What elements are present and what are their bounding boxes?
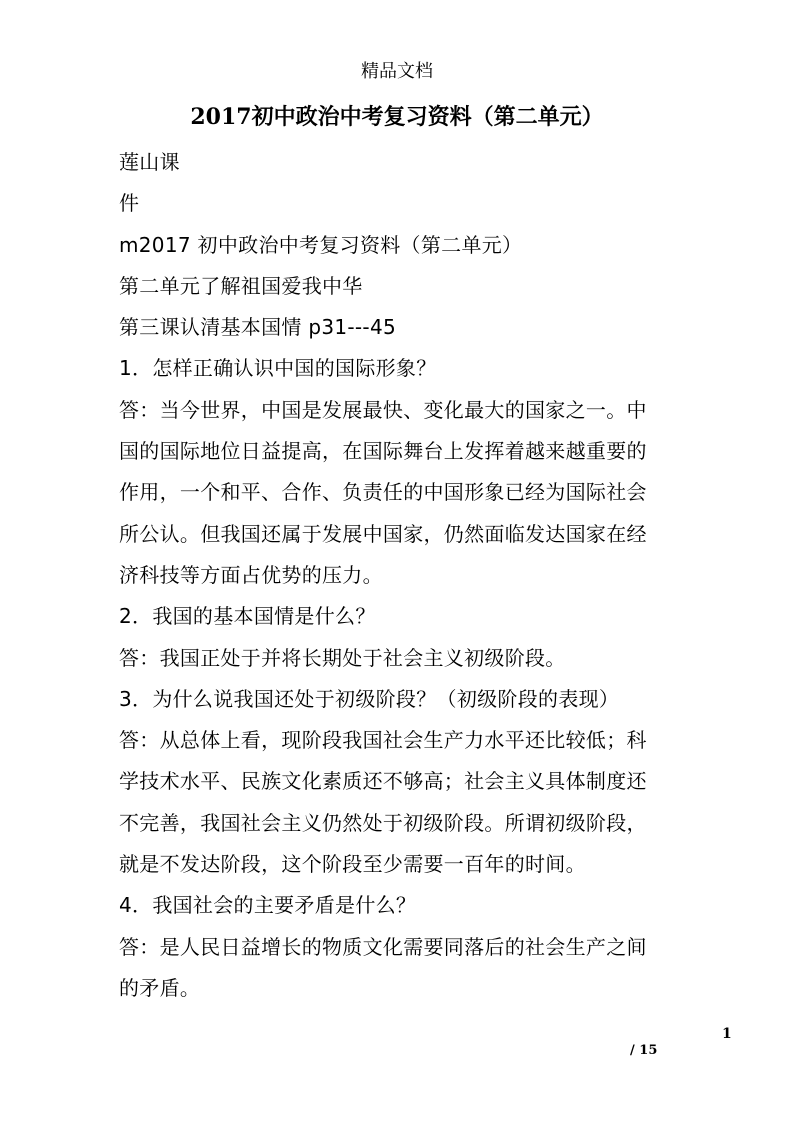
question-4: 4．我国社会的主要矛盾是什么？ bbox=[119, 893, 417, 918]
answer-1-line-5: 济科技等方面占优势的压力。 bbox=[119, 562, 383, 587]
answer-1-line-2: 国的国际地位日益提高，在国际舞台上发挥着越来越重要的 bbox=[119, 439, 647, 464]
question-3: 3．为什么说我国还处于初级阶段？（初级阶段的表现） bbox=[119, 686, 620, 711]
answer-3-line-4: 就是不发达阶段，这个阶段至少需要一百年的时间。 bbox=[119, 852, 586, 877]
answer-4-line-2: 的矛盾。 bbox=[119, 975, 201, 1000]
answer-1-line-4: 所公认。但我国还属于发展中国家，仍然面临发达国家在经 bbox=[119, 521, 647, 546]
document-title: 2017初中政治中考复习资料（第二单元） bbox=[190, 104, 604, 130]
page-header: 精品文档 bbox=[361, 61, 433, 82]
text-line-2: 件 bbox=[119, 191, 140, 216]
answer-3-line-3: 不完善，我国社会主义仍然处于初级阶段。所谓初级阶段， bbox=[119, 810, 647, 835]
text-line-1: 莲山课 bbox=[119, 150, 180, 174]
question-1: 1．怎样正确认识中国的国际形象？ bbox=[119, 356, 437, 381]
question-2: 2．我国的基本国情是什么？ bbox=[119, 604, 376, 629]
answer-4-line-1: 答：是人民日益增长的物质文化需要同落后的社会生产之间 bbox=[119, 934, 647, 959]
answer-1-line-1: 答：当今世界，中国是发展最快、变化最大的国家之一。中 bbox=[119, 397, 647, 422]
text-line-3: m2017 初中政治中考复习资料（第二单元） bbox=[119, 232, 523, 257]
page-total: / 15 bbox=[630, 1043, 658, 1058]
answer-2-line-1: 答：我国正处于并将长期处于社会主义初级阶段。 bbox=[119, 645, 566, 670]
lesson-heading: 第三课认清基本国情 p31---45 bbox=[119, 315, 397, 340]
answer-3-line-1: 答：从总体上看，现阶段我国社会生产力水平还比较低；科 bbox=[119, 728, 647, 753]
answer-3-line-2: 学技术水平、民族文化素质还不够高；社会主义具体制度还 bbox=[119, 769, 647, 794]
page-number: 1 bbox=[722, 1026, 732, 1042]
document-body bbox=[119, 142, 679, 1009]
unit-heading: 第二单元了解祖国爱我中华 bbox=[119, 273, 363, 298]
answer-1-line-3: 作用，一个和平、合作、负责任的中国形象已经为国际社会 bbox=[119, 480, 647, 505]
